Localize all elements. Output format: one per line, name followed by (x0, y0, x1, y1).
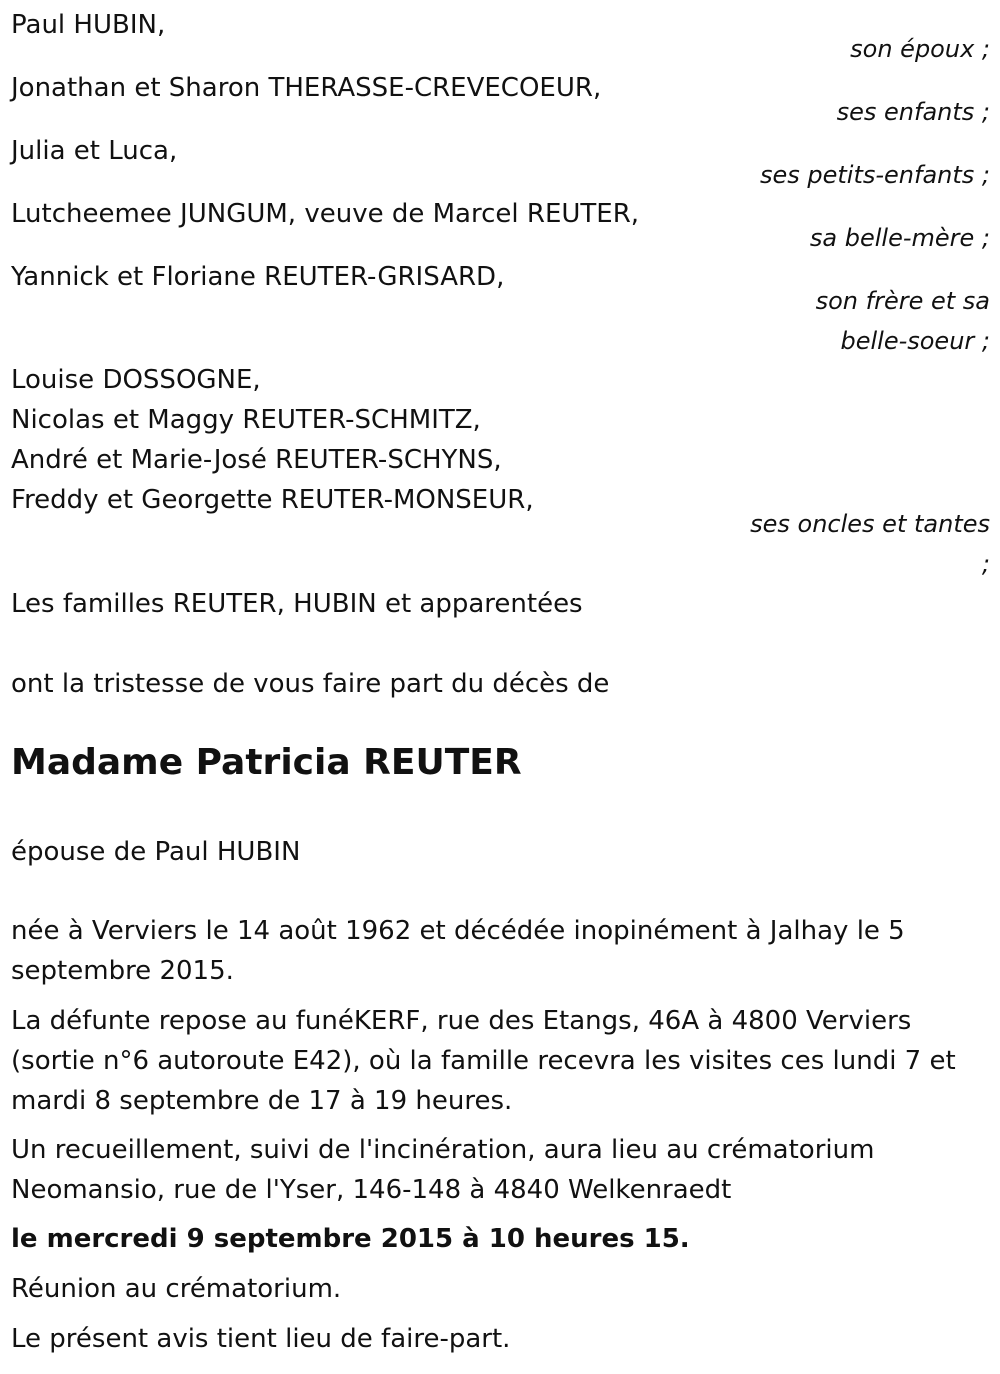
family-name-grandchildren: Julia et Luca, (11, 136, 178, 166)
ceremony-paragraph: Un recueillement, suivi de l'incinération, aura lieu au crématorium Neomansio, rue de l'Yser, 146-148 à 4840 Welkenraedt (11, 1135, 875, 1205)
birth-death-paragraph: née à Verviers le 14 août 1962 et décédée inopinément à Jalhay le 5 septembre 2015. (11, 916, 905, 986)
notice-line: Le présent avis tient lieu de faire-part. (11, 1324, 511, 1354)
uncle-name: Nicolas et Maggy REUTER-SCHMITZ, (11, 405, 481, 435)
uncle-name: André et Marie-José REUTER-SCHYNS, (11, 445, 502, 475)
relation-sibling-line1: son frère et sa (815, 287, 990, 315)
relation-uncles-line2: ; (981, 550, 990, 578)
relation-spouse: son époux ; (850, 35, 990, 63)
relation-children: ses enfants ; (836, 98, 990, 126)
relation-sibling-line2: belle-soeur ; (840, 327, 990, 355)
family-name-children: Jonathan et Sharon THERASSE-CREVECOEUR, (11, 73, 602, 103)
uncle-name: Louise DOSSOGNE, (11, 365, 261, 395)
repose-paragraph: La défunte repose au funéKERF, rue des Etangs, 46A à 4800 Verviers (sortie n°6 autoroute E42), où la famille recevra les visites ces lundi 7 et mardi 8 septembre de 17 à 19 heures. (11, 1006, 956, 1116)
family-name-sibling: Yannick et Floriane REUTER-GRISARD, (11, 262, 505, 292)
family-name-mother-in-law: Lutcheemee JUNGUM, veuve de Marcel REUTER, (11, 199, 640, 229)
spouse-line: épouse de Paul HUBIN (11, 837, 301, 867)
announcement: ont la tristesse de vous faire part du décès de (11, 669, 610, 699)
uncle-name: Freddy et Georgette REUTER-MONSEUR, (11, 485, 534, 515)
relation-mother-in-law: sa belle-mère ; (809, 224, 990, 252)
reunion-line: Réunion au crématorium. (11, 1274, 342, 1304)
relation-uncles-line1: ses oncles et tantes (750, 510, 990, 538)
families-line: Les familles REUTER, HUBIN et apparentées (11, 589, 583, 619)
family-name-spouse: Paul HUBIN, (11, 10, 166, 40)
deceased-name: Madame Patricia REUTER (11, 742, 522, 783)
relation-grandchildren: ses petits-enfants ; (759, 161, 990, 189)
ceremony-date: le mercredi 9 septembre 2015 à 10 heures 15. (11, 1224, 690, 1254)
